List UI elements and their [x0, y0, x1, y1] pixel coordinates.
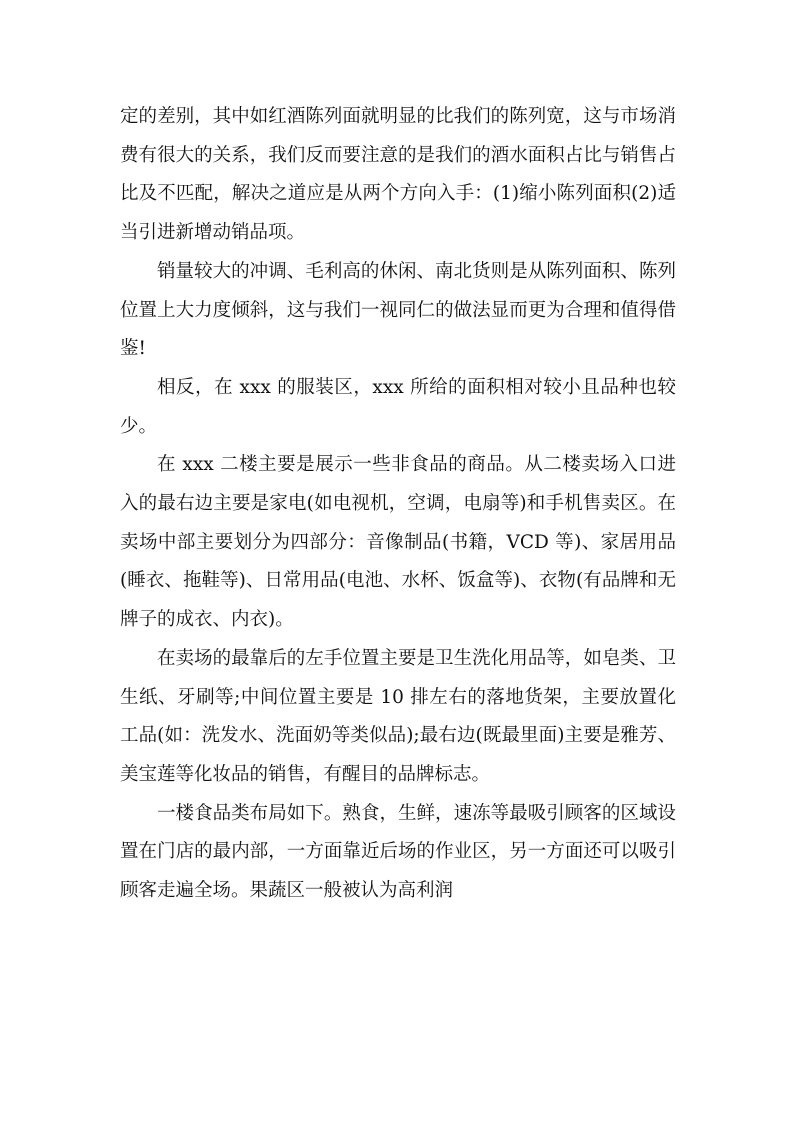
paragraph: 在卖场的最靠后的左手位置主要是卫生洗化用品等，如皂类、卫生纸、牙刷等;中间位置主要是 10 排左右的落地货架，主要放置化工品(如：洗发水、洗面奶等类似品);最右边(既最里面)主要是雅芳、美宝莲等化妆品的销售，有醒目的品牌标志。 [120, 647, 676, 785]
paragraph: 相反，在 xxx 的服装区，xxx 所给的面积相对较小且品种也较少。 [120, 376, 676, 437]
paragraph: 在 xxx 二楼主要是展示一些非食品的商品。从二楼卖场入口进入的最右边主要是家电(如电视机，空调，电扇等)和手机售卖区。在卖场中部主要划分为四部分：音像制品(书籍，VCD 等)、家居用品(睡衣、拖鞋等)、日常用品(电池、水杯、饭盒等)、衣物(有品牌和无牌子的成衣、内衣)。 [120, 454, 676, 631]
paragraph-continuation: 定的差别，其中如红酒陈列面就明显的比我们的陈列宽，这与市场消费有很大的关系，我们反而要注意的是我们的酒水面积占比与销售占比及不匹配，解决之道应是从两个方向入手：(1)缩小陈列面积(2)适当引进新增动销品项。 [120, 106, 676, 244]
paragraph: 销量较大的冲调、毛利高的休闲、南北货则是从陈列面积、陈列位置上大力度倾斜，这与我们一视同仁的做法显而更为合理和值得借鉴! [120, 260, 676, 360]
paragraph: 一楼食品类布局如下。熟食，生鲜，速冻等最吸引顾客的区域设置在门店的最内部，一方面靠近后场的作业区，另一方面还可以吸引顾客走遍全场。果蔬区一般被认为高利润 [120, 802, 676, 902]
document-page [120, 98, 676, 911]
